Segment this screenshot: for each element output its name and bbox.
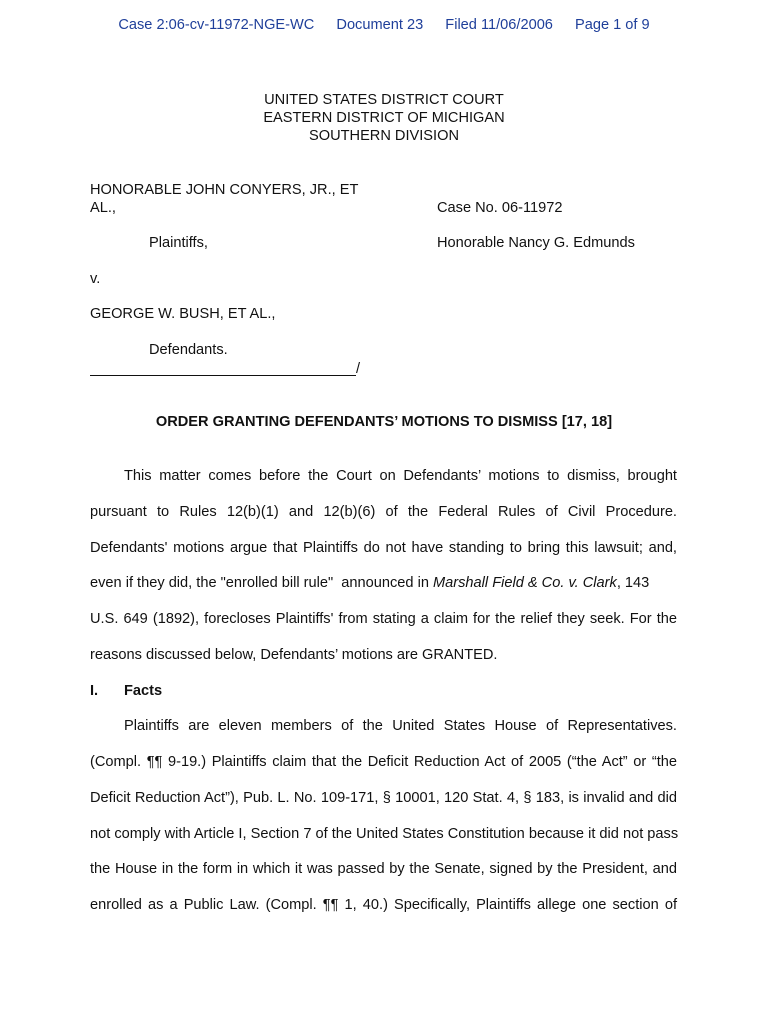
plaintiff-name-line2: AL., [90,200,116,216]
facts-line-1: Plaintiffs are eleven members of the United States House of Representatives. [124,718,677,734]
versus: v. [90,271,101,287]
intro-line-4-end: , 143 [616,575,650,591]
facts-line-6: enrolled as a Public Law. (Compl. ¶¶ 1, 40.) Specifically, Plaintiffs allege one section of [90,897,677,913]
defendants-label: Defendants. [149,342,228,358]
facts-line-2: (Compl. ¶¶ 9-19.) Plaintiffs claim that the Deficit Reduction Act of 2005 (“the Act” or “the [90,754,677,770]
intro-line-2: pursuant to Rules 12(b)(1) and 12(b)(6) of the Federal Rules of Civil Procedure. [90,504,677,520]
court-name: UNITED STATES DISTRICT COURT [264,92,504,108]
court-division: SOUTHERN DIVISION [308,128,459,144]
stamp-page: Page 1 of 9 [575,17,650,33]
defendant-name: GEORGE W. BUSH, ET AL., [90,306,276,322]
facts-line-3: Deficit Reduction Act”), Pub. L. No. 109-171, § 10001, 120 Stat. 4, § 183, is invalid and did [90,790,677,806]
plaintiffs-label: Plaintiffs, [149,235,208,251]
case-citation-name: Marshall Field & Co. v. Clark [433,575,617,591]
intro-line-1: This matter comes before the Court on Defendants’ motions to dismiss, brought [124,468,677,484]
court-district: EASTERN DISTRICT OF MICHIGAN [263,110,505,126]
stamp-case: Case 2:06-cv-11972-NGE-WC [118,17,315,33]
facts-line-5: the House in the form in which it was passed by the Senate, signed by the President, and [90,861,677,877]
case-number: Case No. 06-11972 [437,200,563,216]
intro-line-4 [90,575,677,591]
intro-line-3: Defendants' motions argue that Plaintiffs do not have standing to bring this lawsuit; and, [90,540,677,556]
section-heading: Facts [124,683,163,699]
plaintiff-name-line1: HONORABLE JOHN CONYERS, JR., ET [90,182,359,198]
caption-rule [90,375,356,376]
stamp-filed: Filed 11/06/2006 [445,17,553,33]
facts-line-4: not comply with Article I, Section 7 of the United States Constitution because it did not pass [90,826,679,842]
filing-stamp [0,17,768,33]
order-title: ORDER GRANTING DEFENDANTS’ MOTIONS TO DISMISS [17, 18] [155,414,613,430]
intro-line-4-start [90,575,649,591]
caption-slash: / [356,361,361,377]
section-number: I. [90,683,99,699]
stamp-document: Document 23 [336,17,424,33]
judge-name: Honorable Nancy G. Edmunds [437,235,635,251]
intro-line-6: reasons discussed below, Defendants’ motions are GRANTED. [90,647,498,663]
intro-line-5: U.S. 649 (1892), forecloses Plaintiffs' from stating a claim for the relief they seek. For the [90,611,677,627]
intro-line-4-text: even if they did, the "enrolled bill rule" announced in [90,575,433,591]
